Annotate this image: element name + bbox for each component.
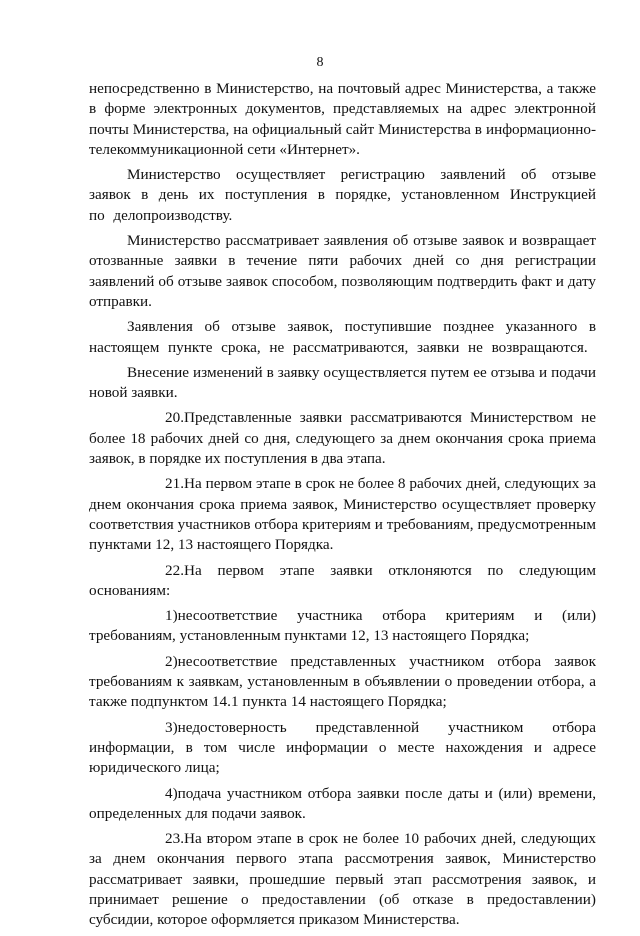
clause-21 [89,474,596,555]
document-body [89,79,596,936]
clause-20 [89,408,596,469]
subclause-3 [89,718,596,779]
subclause-1 [89,606,596,647]
clause-text: На первом этапе заявки отклоняются по следующим основаниям: [89,561,596,599]
subclause-number: 2) [165,652,178,670]
subclause-number: 1) [165,607,178,625]
paragraph-changes: Внесение изменений в заявку осуществляется путем ее отзыва и подачи новой заявки. [89,363,596,402]
subclause-text: несоответствие участника отбора критериям и (или) требованиям, установленным пунктами 12, 13 настоящего Порядка; [89,607,596,645]
clause-text: Представленные заявки рассматриваются Министерством не более 18 рабочих дней со дня, следующего за днем окончания срока приема заявок, в порядке их поступления в два этапа. [89,409,596,468]
subclause-4 [89,784,596,825]
subclause-text: несоответствие представленных участником отбора заявок требованиям к заявкам, установленным в объявлении о проведении отбора, а также подпунктом 14.1 пункта 14 настоящего Порядка; [89,652,596,711]
paragraph-continuation: непосредственно в Министерство, на почтовый адрес Министерства, а также в форме электронных документов, представляемых на адрес электронной почты Министерства, на официальный сайт Министерства в информационно-телекоммуникационной сети «Интернет». [89,80,596,158]
clause-number: 23. [165,830,184,848]
clause-text: На втором этапе в срок не более 10 рабочих дней, следующих за днем окончания первого этапа рассмотрения заявок, Министерство рассматривает заявки, прошедшие первый этап рассмотрения заявок, и принимает решение о предоставлении (об отказе в предоставлении) субсидии, которое оформляется приказом Министерства. [89,830,596,929]
page-number: 8 [316,55,324,70]
clause-number: 20. [165,409,184,427]
subclause-text: недостоверность представленной участником отбора информации, в том числе информации о месте нахождения и адресе юридического лица; [89,718,596,777]
subclause-number: 4) [165,784,178,802]
subclause-number: 3) [165,718,178,736]
paragraph-registration: Министерство осуществляет регистрацию заявлений об отзыве заявок в день их поступления в порядке, установленном Инструкцией по делопроизводству. [89,166,596,224]
subclause-2 [89,652,596,713]
clause-23 [89,829,596,930]
paragraph-return: Министерство рассматривает заявления об отзыве заявок и возвращает отозванные заявки в течение пяти рабочих дней со дня регистрации заявлений об отзыве заявок способом, позволяющим подтвердить факт и дату отправки. [89,232,596,310]
clause-22 [89,561,596,602]
clause-text: На первом этапе в срок не более 8 рабочих дней, следующих за днем окончания срока приема заявок, Министерство осуществляет проверку соответствия участников отбора критериям и требованиям, предусмотренным пунктами 12, 13 настоящего Порядка. [89,475,596,554]
clause-number: 21. [165,475,184,493]
paragraph-late-applications: Заявления об отзыве заявок, поступившие позднее указанного в настоящем пункте срока, не рассматриваются, заявки не возвращаются. [89,318,596,356]
subclause-text: подача участником отбора заявки после даты и (или) времени, определенных для подачи заявок. [89,784,596,822]
clause-number: 22. [165,561,184,579]
